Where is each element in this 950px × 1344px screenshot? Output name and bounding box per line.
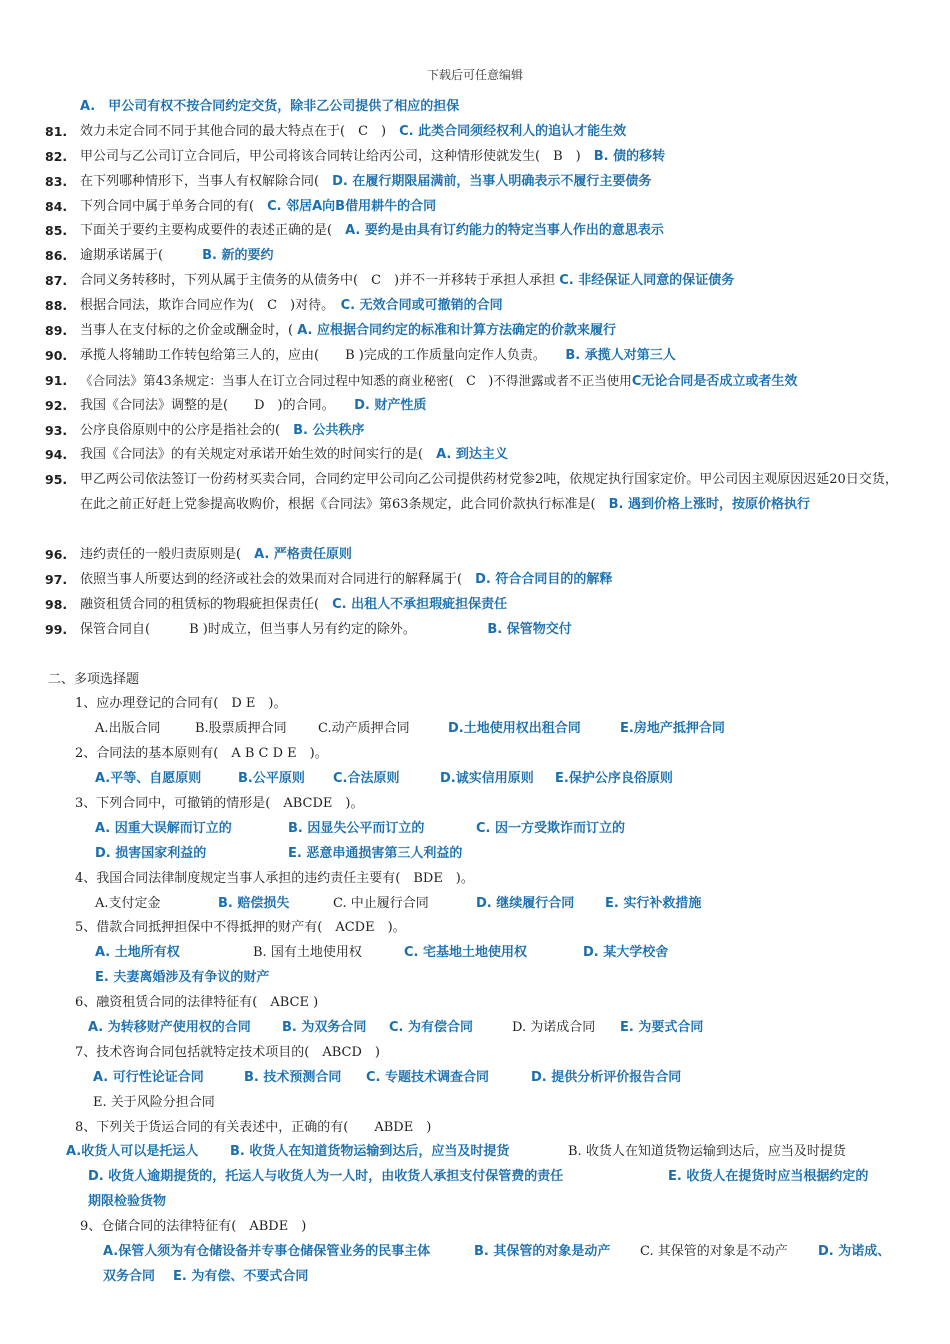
option-answer: A. 可行性论证合同	[93, 1069, 204, 1085]
option-answer: A. 土地所有权	[95, 945, 180, 961]
multi-question-text: 8、下列关于货运合同的有关表述中，正确的有( ABDE )	[75, 1119, 432, 1135]
question-row	[0, 543, 950, 568]
question-number: 89.	[45, 323, 68, 339]
option-answer: C. 因一方受欺诈而订立的	[476, 820, 626, 836]
options-row	[0, 966, 950, 991]
question-text: 融资租赁合同的租赁标的物瑕疵担保责任( C. 出租人不承担瑕疵担保责任	[80, 596, 508, 612]
options-row	[0, 842, 950, 867]
question-number: 98.	[45, 596, 68, 612]
question-row	[0, 170, 950, 195]
option-answer: C. 宅基地土地使用权	[404, 945, 528, 961]
option-answer: E. 为有偿、不要式合同	[173, 1268, 309, 1284]
option-answer: B. 为双务合同	[282, 1019, 367, 1035]
question-row	[0, 344, 950, 369]
question-number: 88.	[45, 298, 68, 314]
question-text: 保管合同自( B )时成立，但当事人另有约定的除外。 B. 保管物交付	[80, 621, 572, 637]
options-row	[0, 1140, 950, 1165]
document-body	[0, 95, 950, 1290]
option-answer: A.保管人须为有仓储设备并专事仓储保管业务的民事主体	[103, 1243, 431, 1259]
option-answer: A. 为转移财产使用权的合同	[88, 1019, 251, 1035]
question-row	[0, 244, 950, 269]
option-text: A.出版合同	[95, 721, 161, 737]
multi-question-text: 6、融资租赁合同的法律特征有( ABCE )	[75, 995, 319, 1011]
option-text: B.股票质押合同	[195, 721, 287, 737]
question-row	[0, 145, 950, 170]
option-text: D. 为诺成合同	[512, 1019, 596, 1035]
question-text: 依照当事人所要达到的经济或社会的效果而对合同进行的解释属于( D. 符合合同目的的解释	[80, 571, 613, 587]
answer-text: B. 公共秩序	[293, 422, 365, 438]
answer-text: A. 要约是由具有订约能力的特定当事人作出的意思表示	[345, 223, 664, 239]
option-answer: B. 技术预测合同	[244, 1069, 342, 1085]
option-answer: E. 实行补救措施	[605, 895, 702, 911]
options-row	[0, 767, 950, 792]
section-title: 二、多项选择题	[48, 671, 140, 687]
answer-text: B. 新的要约	[202, 248, 274, 264]
answer-text: A. 应根据合同约定的标准和计算方法确定的价款来履行	[297, 323, 616, 339]
question-number: 81.	[45, 123, 68, 139]
option-answer: E. 恶意串通损害第三人利益的	[288, 845, 463, 861]
answer-text: A. 到达主义	[436, 447, 508, 463]
question-text: 合同义务转移时，下列从属于主债务的从债务中( C )并不一并移转于承担人承担 C. 非经保证人同意的保证债务	[80, 273, 735, 289]
option-answer: E. 收货人在提货时应当根据约定的	[668, 1169, 869, 1185]
options-row	[0, 1265, 950, 1290]
question-number: 96.	[45, 547, 68, 563]
options-row	[0, 717, 950, 742]
option-answer: D. 继续履行合同	[476, 895, 575, 911]
option-answer: C.合法原则	[333, 771, 400, 787]
multi-question-row	[0, 692, 950, 717]
options-row	[0, 817, 950, 842]
option-answer-continued: 期限检验货物	[88, 1194, 167, 1210]
option-text: B. 国有土地使用权	[253, 945, 362, 961]
question-row	[0, 568, 950, 593]
option-answer: D. 某大学校舍	[583, 945, 669, 961]
question-row	[0, 394, 950, 419]
multi-question-row	[0, 742, 950, 767]
question-text: 我国《合同法》调整的是( D )的合同。 D. 财产性质	[80, 397, 427, 413]
multi-question-text: 9、仓储合同的法律特征有( ABDE )	[80, 1219, 307, 1235]
answer-text: C. 非经保证人同意的保证债务	[559, 273, 735, 289]
option-text: C.动产质押合同	[318, 721, 410, 737]
question-number: 85.	[45, 223, 68, 239]
option-answer: E. 夫妻离婚涉及有争议的财产	[95, 970, 270, 986]
question-row	[0, 219, 950, 244]
multi-question-row	[0, 1215, 950, 1240]
answer-text: C. 无效合同或可撤销的合同	[340, 298, 503, 314]
question-number: 84.	[45, 198, 68, 214]
answer-text: B. 保管物交付	[487, 621, 572, 637]
answer-text: D. 财产性质	[354, 397, 427, 413]
option-answer: E.保护公序良俗原则	[555, 771, 673, 787]
question-text: 根据合同法，欺诈合同应作为( C )对待。 C. 无效合同或可撤销的合同	[80, 298, 503, 314]
multi-question-row	[0, 1041, 950, 1066]
answer-text: B. 遇到价格上涨时，按原价格执行	[608, 497, 811, 513]
question-row	[0, 468, 950, 543]
option-answer-continued: 双务合同	[103, 1268, 156, 1284]
option-text: A.支付定金	[95, 895, 161, 911]
answer-text: A. 严格责任原则	[254, 547, 352, 563]
question-number: 87.	[45, 273, 68, 289]
question-text: 当事人在支付标的之价金或酬金时，( A. 应根据合同约定的标准和计算方法确定的价款来履行	[80, 323, 616, 339]
multi-question-text: 7、技术咨询合同包括就特定技术项目的( ABCD )	[75, 1044, 380, 1060]
multi-question-text: 1、应办理登记的合同有( D E )。	[75, 696, 287, 712]
option-text: E. 关于风险分担合同	[93, 1094, 215, 1110]
question-text: 我国《合同法》的有关规定对承诺开始生效的时间实行的是( A. 到达主义	[80, 447, 508, 463]
answer-text: D. 在履行期限届满前，当事人明确表示不履行主要债务	[332, 173, 652, 189]
question-number: 93.	[45, 422, 68, 438]
question-text: 下列合同中属于单务合同的有( C. 邻居A向B借用耕牛的合同	[80, 198, 437, 214]
multi-question-text: 5、借款合同抵押担保中不得抵押的财产有( ACDE )。	[75, 920, 406, 936]
option-answer: A.收货人可以是托运人	[66, 1144, 199, 1160]
multi-question-row	[0, 867, 950, 892]
options-row	[0, 1240, 950, 1265]
option-answer: B. 赔偿损失	[218, 895, 290, 911]
question-row	[0, 443, 950, 468]
question-row	[0, 618, 950, 643]
question-number: 94.	[45, 447, 68, 463]
answer-text: B. 承揽人对第三人	[565, 347, 676, 363]
answer-text: A. 甲公司有权不按合同约定交货，除非乙公司提供了相应的担保	[80, 99, 460, 114]
answer-text: B. 债的移转	[593, 148, 666, 164]
option-answer: A.平等、自愿原则	[95, 771, 202, 787]
question-text: 公序良俗原则中的公序是指社会的( B. 公共秩序	[80, 422, 365, 438]
question-number: 86.	[45, 248, 68, 264]
option-answer: C. 专题技术调查合同	[366, 1069, 490, 1085]
question-text: 在下列哪种情形下，当事人有权解除合同( D. 在履行期限届满前，当事人明确表示不履行主要债务	[80, 173, 652, 189]
option-answer: E.房地产抵押合同	[620, 721, 725, 737]
option-text: C. 其保管的对象是不动产	[640, 1243, 788, 1259]
question-number: 95.	[45, 472, 68, 488]
option-answer: D.土地使用权出租合同	[448, 721, 581, 737]
option-answer: B. 收货人在知道货物运输到达后，应当及时提货	[230, 1144, 510, 1160]
answer-text: D. 符合合同目的的解释	[475, 571, 613, 587]
question-row	[0, 195, 950, 220]
option-answer: D.诚实信用原则	[440, 771, 534, 787]
question-row	[0, 319, 950, 344]
question-number: 97.	[45, 571, 68, 587]
question-row	[0, 294, 950, 319]
options-row	[0, 1016, 950, 1041]
option-answer: D. 收货人逾期提货的，托运人与收货人为一人时，由收货人承担支付保管费的责任	[88, 1169, 564, 1185]
question-text: 甲公司与乙公司订立合同后，甲公司将该合同转让给丙公司，这种情形使就发生( B ) B. 债的移转	[80, 148, 666, 164]
question-number: 91.	[45, 372, 68, 388]
option-answer: C. 为有偿合同	[389, 1019, 474, 1035]
question-text: 《合同法》第43条规定：当事人在订立合同过程中知悉的商业秘密( C )不得泄露或者不正当使用C无论合同是否成立或者生效	[80, 372, 798, 389]
question-row	[0, 369, 950, 394]
option-answer: B. 其保管的对象是动产	[474, 1243, 611, 1259]
multi-question-row	[0, 792, 950, 817]
options-row	[0, 1066, 950, 1091]
question-row	[0, 95, 950, 120]
answer-text: C. 出租人不承担瑕疵担保责任	[332, 596, 508, 612]
answer-text: C. 邻居A向B借用耕牛的合同	[267, 198, 437, 214]
question-row	[0, 593, 950, 618]
option-answer: B. 因显失公平而订立的	[288, 820, 425, 836]
multi-question-text: 2、合同法的基本原则有( A B C D E )。	[75, 746, 328, 762]
section-title-row	[0, 668, 950, 693]
answer-text: C. 此类合同须经权利人的追认才能生效	[399, 123, 627, 139]
option-text: C. 中止履行合同	[333, 895, 429, 911]
options-row	[0, 941, 950, 966]
page-header: 下载后可任意编辑	[426, 68, 523, 82]
multi-question-row	[0, 916, 950, 941]
multi-question-text: 4、我国合同法律制度规定当事人承担的违约责任主要有( BDE )。	[75, 870, 474, 886]
question-row	[0, 120, 950, 145]
option-answer: E. 为要式合同	[620, 1019, 704, 1035]
options-row	[0, 892, 950, 917]
option-answer: D. 提供分析评价报告合同	[531, 1069, 682, 1085]
answer-text: C无论合同是否成立或者生效	[631, 373, 798, 389]
multi-question-text: 3、下列合同中，可撤销的情形是( ABCDE )。	[75, 795, 364, 811]
multi-question-row	[0, 1116, 950, 1141]
question-text: 甲乙两公司依法签订一份药材买卖合同，合同约定甲公司向乙公司提供药材党参2吨，依规定执行国家定价。甲公司因主观原因迟延20日交货，在此之前正好赶上党参提高收购价，根据《合同法》第63条规定，此合同价款执行标准是( B. 遇到价格上涨时，按原价格执行	[80, 472, 898, 513]
multi-question-row	[0, 991, 950, 1016]
question-text: 下面关于要约主要构成要件的表述正确的是( A. 要约是由具有订约能力的特定当事人作出的意思表示	[80, 223, 664, 239]
question-number: 92.	[45, 397, 68, 413]
options-row	[0, 1165, 950, 1190]
question-text: 违约责任的一般归责原则是( A. 严格责任原则	[80, 547, 352, 563]
question-text: 承揽人将辅助工作转包给第三人的，应由( B )完成的工作质量向定作人负责。 B. 承揽人对第三人	[80, 347, 676, 363]
question-row	[0, 269, 950, 294]
question-number: 99.	[45, 621, 68, 637]
question-number: 83.	[45, 173, 68, 189]
question-number: 82.	[45, 148, 68, 164]
question-text: 逾期承诺属于( B. 新的要约	[80, 248, 274, 264]
option-answer: D. 损害国家利益的	[95, 845, 207, 861]
options-row	[0, 1091, 950, 1116]
options-row	[0, 1190, 950, 1215]
question-text: 效力未定合同不同于其他合同的最大特点在于( C ) C. 此类合同须经权利人的追认才能生效	[80, 123, 627, 139]
option-answer: A. 因重大误解而订立的	[95, 820, 232, 836]
option-answer: D. 为诺成、	[818, 1243, 891, 1259]
option-answer: B.公平原则	[238, 771, 305, 787]
option-text: B. 收货人在知道货物运输到达后，应当及时提货	[568, 1144, 846, 1160]
question-row	[0, 419, 950, 444]
question-number: 90.	[45, 347, 68, 363]
